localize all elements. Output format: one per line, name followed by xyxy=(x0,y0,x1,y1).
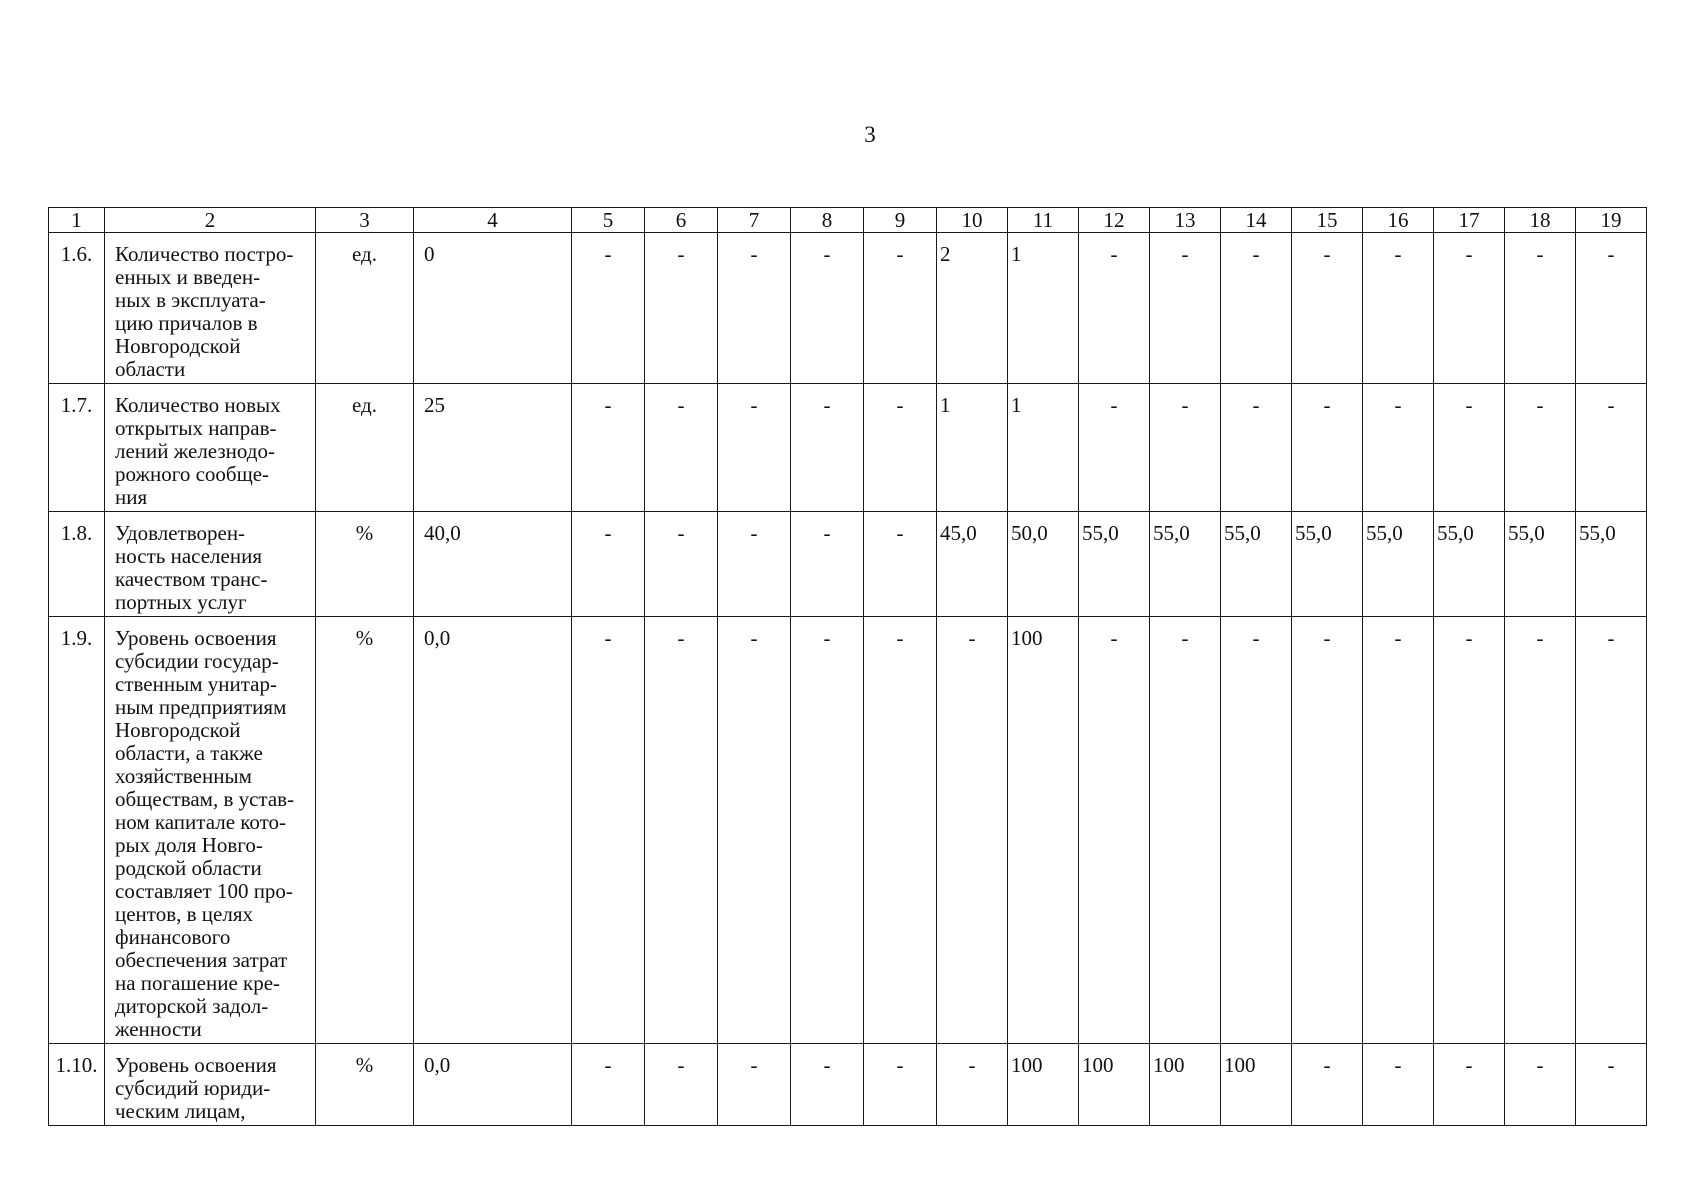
value-cell-col-9: - xyxy=(864,1044,937,1126)
value-cell-col-12: 55,0 xyxy=(1079,512,1150,617)
value-cell-col-14: - xyxy=(1221,617,1292,1044)
row-number: 1.9. xyxy=(49,617,105,1044)
indicator-name: Количество новых открытых направ- лений железнодо- рожного сообще- ния xyxy=(105,384,316,512)
header-cell-19: 19 xyxy=(1576,208,1647,233)
value-cell-col-12: - xyxy=(1079,233,1150,384)
value-cell-col-10: 1 xyxy=(937,384,1008,512)
value-cell-col-13: 55,0 xyxy=(1150,512,1221,617)
value-cell-col-15: 55,0 xyxy=(1292,512,1363,617)
row-number: 1.10. xyxy=(49,1044,105,1126)
value-cell-col-7: - xyxy=(718,1044,791,1126)
value-cell-col-15: - xyxy=(1292,384,1363,512)
value-cell-col-18: 55,0 xyxy=(1505,512,1576,617)
indicator-name: Количество постро- енных и введен- ных в эксплуата- цию причалов в Новгородской области xyxy=(105,233,316,384)
value-cell-col-17: - xyxy=(1434,1044,1505,1126)
value-cell-col-8: - xyxy=(791,233,864,384)
value-cell-col-7: - xyxy=(718,617,791,1044)
value-cell-col-19: - xyxy=(1576,1044,1647,1126)
header-cell-13: 13 xyxy=(1150,208,1221,233)
value-cell-col-16: - xyxy=(1363,1044,1434,1126)
indicator-name: Уровень освоения субсидии государ- ственным унитар- ным предприятиям Новгородской области, а также хозяйственным обществам, в устав- ном капитале кото- рых доля Новго- родской области составляет 100 про- центов, в целях финансового обеспечения затрат на погашение кре- диторской задол- женности xyxy=(105,617,316,1044)
base-value-cell: 0,0 xyxy=(414,1044,572,1126)
value-cell-col-9: - xyxy=(864,617,937,1044)
base-value-cell: 0 xyxy=(414,233,572,384)
header-cell-15: 15 xyxy=(1292,208,1363,233)
indicator-name: Удовлетворен- ность населения качеством транс- портных услуг xyxy=(105,512,316,617)
value-cell-col-11: 50,0 xyxy=(1008,512,1079,617)
value-cell-col-17: - xyxy=(1434,617,1505,1044)
unit-cell: % xyxy=(316,617,414,1044)
header-cell-2: 2 xyxy=(105,208,316,233)
table-header-row xyxy=(49,208,1647,233)
page-number: 3 xyxy=(864,122,876,147)
value-cell-col-10: 2 xyxy=(937,233,1008,384)
value-cell-col-11: 100 xyxy=(1008,1044,1079,1126)
header-cell-6: 6 xyxy=(645,208,718,233)
value-cell-col-11: 1 xyxy=(1008,384,1079,512)
table-row xyxy=(49,617,1647,1044)
header-cell-17: 17 xyxy=(1434,208,1505,233)
value-cell-col-12: 100 xyxy=(1079,1044,1150,1126)
value-cell-col-9: - xyxy=(864,384,937,512)
value-cell-col-18: - xyxy=(1505,617,1576,1044)
unit-cell: ед. xyxy=(316,233,414,384)
value-cell-col-16: - xyxy=(1363,384,1434,512)
unit-cell: % xyxy=(316,512,414,617)
table-row xyxy=(49,512,1647,617)
header-cell-4: 4 xyxy=(414,208,572,233)
value-cell-col-7: - xyxy=(718,512,791,617)
value-cell-col-18: - xyxy=(1505,233,1576,384)
table-row xyxy=(49,233,1647,384)
value-cell-col-13: - xyxy=(1150,617,1221,1044)
value-cell-col-10: 45,0 xyxy=(937,512,1008,617)
value-cell-col-19: - xyxy=(1576,617,1647,1044)
header-cell-12: 12 xyxy=(1079,208,1150,233)
row-number: 1.8. xyxy=(49,512,105,617)
header-cell-10: 10 xyxy=(937,208,1008,233)
row-number: 1.7. xyxy=(49,384,105,512)
value-cell-col-5: - xyxy=(572,233,645,384)
header-cell-7: 7 xyxy=(718,208,791,233)
value-cell-col-9: - xyxy=(864,512,937,617)
value-cell-col-13: - xyxy=(1150,384,1221,512)
value-cell-col-14: 55,0 xyxy=(1221,512,1292,617)
header-cell-9: 9 xyxy=(864,208,937,233)
value-cell-col-12: - xyxy=(1079,384,1150,512)
unit-cell: % xyxy=(316,1044,414,1126)
value-cell-col-5: - xyxy=(572,384,645,512)
value-cell-col-8: - xyxy=(791,1044,864,1126)
value-cell-col-11: 100 xyxy=(1008,617,1079,1044)
base-value-cell: 0,0 xyxy=(414,617,572,1044)
header-cell-5: 5 xyxy=(572,208,645,233)
value-cell-col-16: - xyxy=(1363,617,1434,1044)
value-cell-col-18: - xyxy=(1505,1044,1576,1126)
value-cell-col-15: - xyxy=(1292,1044,1363,1126)
value-cell-col-13: 100 xyxy=(1150,1044,1221,1126)
value-cell-col-18: - xyxy=(1505,384,1576,512)
value-cell-col-6: - xyxy=(645,512,718,617)
table-row xyxy=(49,384,1647,512)
value-cell-col-10: - xyxy=(937,1044,1008,1126)
unit-cell: ед. xyxy=(316,384,414,512)
value-cell-col-6: - xyxy=(645,1044,718,1126)
value-cell-col-19: 55,0 xyxy=(1576,512,1647,617)
value-cell-col-7: - xyxy=(718,384,791,512)
value-cell-col-15: - xyxy=(1292,617,1363,1044)
indicators-table xyxy=(48,207,1647,1126)
value-cell-col-5: - xyxy=(572,617,645,1044)
value-cell-col-8: - xyxy=(791,617,864,1044)
value-cell-col-14: - xyxy=(1221,384,1292,512)
value-cell-col-17: 55,0 xyxy=(1434,512,1505,617)
value-cell-col-15: - xyxy=(1292,233,1363,384)
base-value-cell: 25 xyxy=(414,384,572,512)
header-cell-1: 1 xyxy=(49,208,105,233)
value-cell-col-10: - xyxy=(937,617,1008,1044)
value-cell-col-19: - xyxy=(1576,233,1647,384)
value-cell-col-17: - xyxy=(1434,384,1505,512)
value-cell-col-14: - xyxy=(1221,233,1292,384)
table-row xyxy=(49,1044,1647,1126)
value-cell-col-6: - xyxy=(645,233,718,384)
header-cell-18: 18 xyxy=(1505,208,1576,233)
value-cell-col-12: - xyxy=(1079,617,1150,1044)
header-cell-14: 14 xyxy=(1221,208,1292,233)
value-cell-col-5: - xyxy=(572,1044,645,1126)
value-cell-col-6: - xyxy=(645,617,718,1044)
value-cell-col-16: - xyxy=(1363,233,1434,384)
value-cell-col-5: - xyxy=(572,512,645,617)
value-cell-col-8: - xyxy=(791,512,864,617)
header-cell-16: 16 xyxy=(1363,208,1434,233)
header-cell-8: 8 xyxy=(791,208,864,233)
value-cell-col-8: - xyxy=(791,384,864,512)
value-cell-col-6: - xyxy=(645,384,718,512)
value-cell-col-14: 100 xyxy=(1221,1044,1292,1126)
value-cell-col-7: - xyxy=(718,233,791,384)
value-cell-col-17: - xyxy=(1434,233,1505,384)
value-cell-col-9: - xyxy=(864,233,937,384)
base-value-cell: 40,0 xyxy=(414,512,572,617)
header-cell-3: 3 xyxy=(316,208,414,233)
indicator-name: Уровень освоения субсидий юриди- ческим лицам, xyxy=(105,1044,316,1126)
value-cell-col-13: - xyxy=(1150,233,1221,384)
row-number: 1.6. xyxy=(49,233,105,384)
value-cell-col-16: 55,0 xyxy=(1363,512,1434,617)
value-cell-col-19: - xyxy=(1576,384,1647,512)
value-cell-col-11: 1 xyxy=(1008,233,1079,384)
header-cell-11: 11 xyxy=(1008,208,1079,233)
